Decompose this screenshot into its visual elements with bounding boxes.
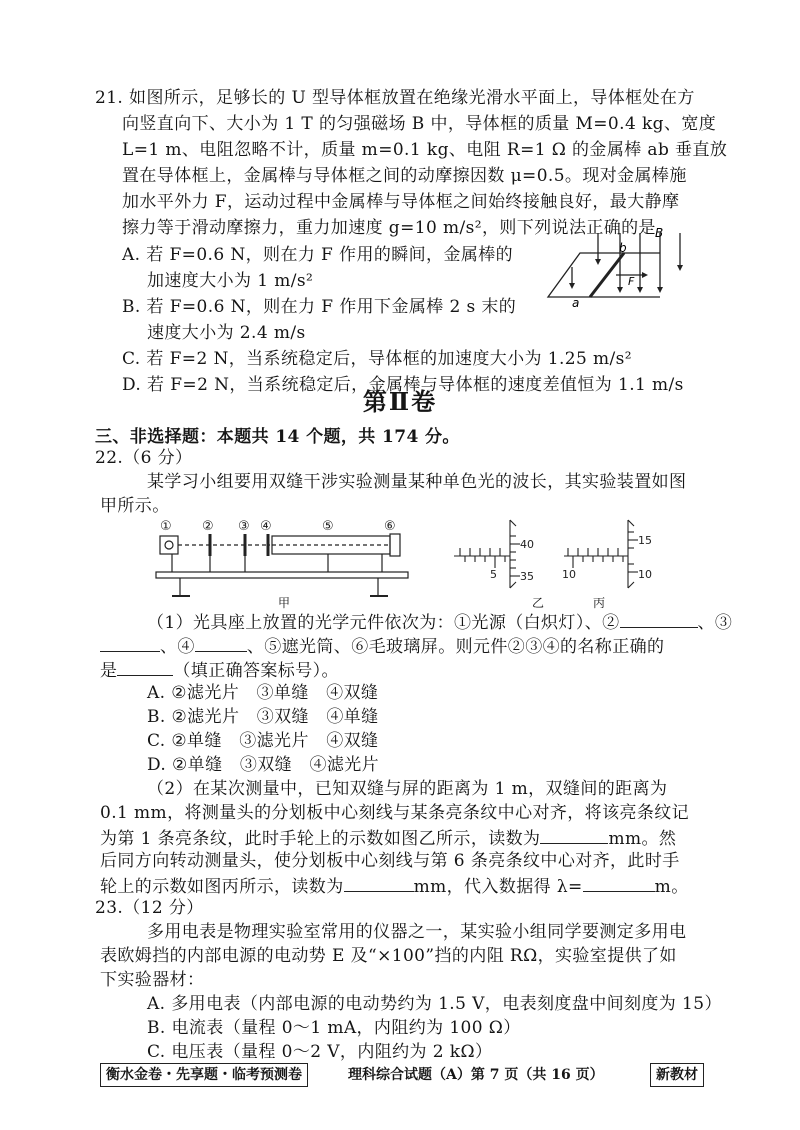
marker-1: ① xyxy=(160,519,172,534)
q22-intro-1: 某学习小组要用双缝干涉实验测量某种单色光的波长，其实验装置如图 xyxy=(147,472,687,492)
marker-6: ⑥ xyxy=(384,519,396,534)
footer-edition-badge: 新教材 xyxy=(650,1063,704,1087)
yi-scale-35: 35 xyxy=(520,570,534,583)
q22-part1-line-3 xyxy=(100,657,339,683)
q22-caption-jia: 甲 xyxy=(278,596,291,610)
q23-option-c: C. 电压表（量程 0～2 V，内阻约为 2 kΩ） xyxy=(147,1042,493,1062)
page-footer xyxy=(100,1063,704,1087)
q21-option-a-cont: 加速度大小为 1 m/s² xyxy=(147,271,314,291)
part-two-title: 第Ⅱ卷 xyxy=(362,387,438,416)
q22-part1-text-d: 是 xyxy=(100,661,118,681)
q22-part2-text-d: mm，代入数据得 λ= xyxy=(413,877,583,897)
q21-figure-label-F: F xyxy=(628,275,635,288)
reading-blank-yi xyxy=(540,825,608,844)
section-header: 三、非选择题：本题共 14 个题，共 174 分。 xyxy=(95,427,460,447)
bing-scale-10-right: 10 xyxy=(638,568,652,581)
q23-option-b: B. 电流表（量程 0～1 mA，内阻约为 100 Ω） xyxy=(147,1018,521,1038)
q22-part2-line-3 xyxy=(100,825,676,851)
q22-part2-line-2: 0.1 mm，将测量头的分划板中心刻线与某条亮条纹中心对齐，将该亮条纹记 xyxy=(100,803,690,823)
q21-option-c: C. 若 F=2 N，当系统稳定后，导体框的加速度大小为 1.25 m/s² xyxy=(122,349,632,369)
blank-element-3 xyxy=(100,633,160,652)
q21-option-b: B. 若 F=0.6 N，则在力 F 作用下金属棒 2 s 末的 xyxy=(122,297,517,317)
q21-figure-label-b: b xyxy=(619,241,627,255)
q22-part1-text-c: 、⑤遮光筒、⑥毛玻璃屏。则元件②③④的名称正确的 xyxy=(246,637,665,657)
q21-line-6: 擦力等于滑动摩擦力，重力加速度 g=10 m/s²，则下列说法正确的是 xyxy=(122,218,656,238)
q22-part2-line-4: 后同方向转动测量头，使分划板中心刻线与第 6 条亮条纹中心对齐，此时手 xyxy=(100,851,680,871)
q22-part2-text-e: m。 xyxy=(654,877,689,897)
q21-option-a: A. 若 F=0.6 N，则在力 F 作用的瞬间，金属棒的 xyxy=(122,245,514,265)
q21-line-4: 置在导体框上，金属棒与导体框之间的动摩擦因数 μ=0.5。现对金属棒施 xyxy=(122,166,687,186)
marker-4: ④ xyxy=(260,519,272,534)
q22-part1-text-b: 、④ xyxy=(160,637,195,657)
q23-option-a: A. 多用电表（内部电源的电动势约为 1.5 V，电表刻度盘中间刻度为 15） xyxy=(147,994,722,1014)
q22-part2-text-c: 轮上的示数如图丙所示，读数为 xyxy=(100,877,344,897)
q23-line-3: 下实验器材： xyxy=(100,970,205,990)
q22-part2-text-a: 为第 1 条亮条纹，此时手轮上的示数如图乙所示，读数为 xyxy=(100,829,541,849)
q22-part1-text-e: （填正确答案标号）。 xyxy=(173,661,339,681)
q21-option-d: D. 若 F=2 N，当系统稳定后，金属棒与导体框的速度差值恒为 1.1 m/s xyxy=(122,375,684,395)
bing-scale-10-left: 10 xyxy=(562,568,576,581)
q21-figure-label-B: B xyxy=(655,226,664,240)
q21-line-2: 向竖直向下、大小为 1 T 的匀强磁场 B 中，导体框的质量 M=0.4 kg、宽度 xyxy=(122,114,717,134)
q21-line-3: L=1 m、电阻忽略不计，质量 m=0.1 kg、电阻 R=1 Ω 的金属棒 ab 垂直放 xyxy=(122,140,728,160)
marker-3: ③ xyxy=(238,519,250,534)
q23-line-1: 多用电表是物理实验室常用的仪器之一，某实验小组同学要测定多用电 xyxy=(147,922,687,942)
q22-part1-line-1 xyxy=(147,609,732,635)
q21-option-b-cont: 速度大小为 2.4 m/s xyxy=(147,323,306,343)
q22-part1-text-a2: 、③ xyxy=(697,613,733,633)
yi-scale-40: 40 xyxy=(520,538,534,551)
q22-choice-d: D. ②单缝 ③双缝 ④滤光片 xyxy=(147,755,380,775)
reading-blank-bing xyxy=(344,873,414,892)
blank-element-4 xyxy=(195,633,247,652)
marker-5: ⑤ xyxy=(322,519,334,534)
q22-caption-bing: 丙 xyxy=(593,596,606,610)
q22-intro-2: 甲所示。 xyxy=(100,496,170,516)
q21-figure-label-a: a xyxy=(572,296,580,310)
q23-line-2: 表欧姆挡的内部电源的电动势 E 及“×100”挡的内阻 RΩ，实验室提供了如 xyxy=(100,946,677,966)
q21-magnetic-field-figure xyxy=(540,225,700,310)
blank-element-2 xyxy=(620,609,698,628)
q22-part1-text-a: （1）光具座上放置的光学元件依次为：①光源（白炽灯）、② xyxy=(147,613,620,633)
bing-scale-15: 15 xyxy=(638,534,652,547)
q22-part1-line-2 xyxy=(100,633,664,659)
q22-choice-a: A. ②滤光片 ③单缝 ④双缝 xyxy=(147,683,379,703)
q23-header: 23.（12 分） xyxy=(95,898,204,918)
q21-line-5: 加水平外力 F，运动过程中金属棒与导体框之间始终接触良好，最大静摩 xyxy=(122,192,680,212)
q22-caption-yi: 乙 xyxy=(532,596,545,610)
wavelength-blank xyxy=(583,873,655,892)
q21-line-1: 21. 如图所示，足够长的 U 型导体框放置在绝缘光滑水平面上，导体框处在方 xyxy=(95,88,695,108)
footer-page-info: 理科综合试题（A）第 7 页（共 16 页） xyxy=(348,1067,604,1083)
footer-series-label: 衡水金卷・先享题・临考预测卷 xyxy=(100,1063,308,1087)
q22-part2-line-1: （2）在某次测量中，已知双缝与屏的距离为 1 m，双缝间的距离为 xyxy=(147,779,668,799)
q22-micrometer-yi xyxy=(450,518,540,590)
q22-choice-c: C. ②单缝 ③滤光片 ④双缝 xyxy=(147,731,379,751)
answer-blank-1 xyxy=(117,657,173,676)
q22-micrometer-bing xyxy=(560,518,660,590)
q22-choice-b: B. ②滤光片 ③双缝 ④单缝 xyxy=(147,707,379,727)
q22-header: 22.（6 分） xyxy=(95,448,193,468)
marker-2: ② xyxy=(202,519,214,534)
q22-part2-text-b: mm。然 xyxy=(608,829,677,849)
yi-scale-5: 5 xyxy=(490,568,497,581)
